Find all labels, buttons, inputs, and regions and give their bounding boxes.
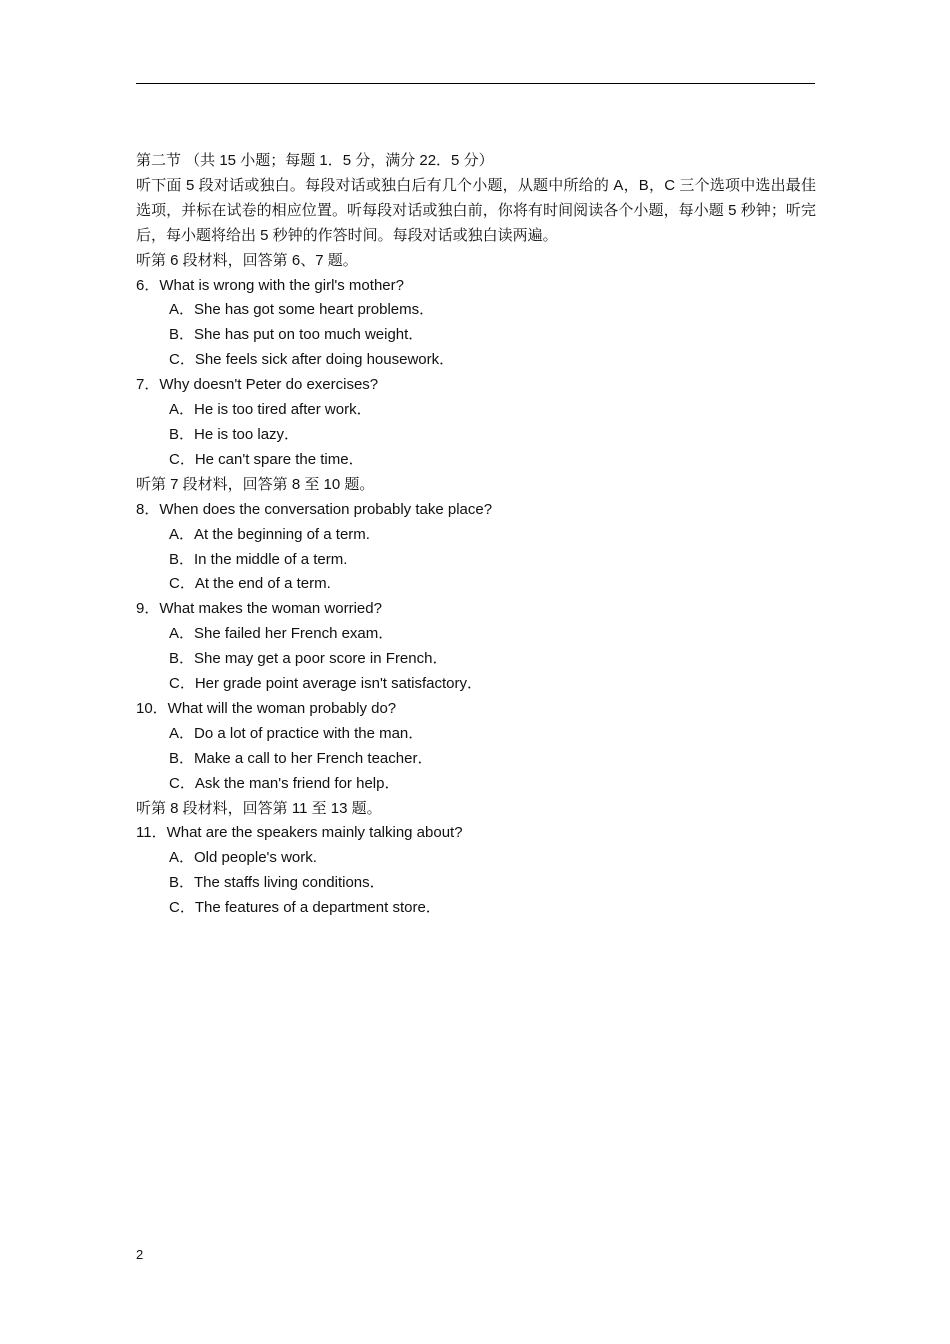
question-10: 10．What will the woman probably do? bbox=[136, 699, 397, 717]
page-number: 2 bbox=[136, 1247, 144, 1262]
option-6b: B．She has put on too much weight． bbox=[169, 326, 424, 344]
option-6a: A．She has got some heart problems． bbox=[169, 301, 435, 319]
question-7: 7．Why doesn't Peter do exercises? bbox=[136, 376, 379, 394]
question-8: 8．When does the conversation probably take place? bbox=[136, 500, 493, 518]
question-6: 6．What is wrong with the girl's mother? bbox=[136, 276, 404, 294]
option-7b: B．He is too lazy． bbox=[169, 425, 300, 443]
question-11: 11．What are the speakers mainly talking about? bbox=[136, 824, 463, 842]
option-11b: B．The staffs living conditions． bbox=[169, 874, 385, 892]
section-instructions: 听下面 5 段对话或独白。每段对话或独白后有几个小题，从题中所给的 A，B，C 三个选项中选出最佳选项，并标在试卷的相应位置。听每段对话或独白前，你将有时间阅读各个小题，每小题 5 秒钟；听完后，每小题将给出 5 秒钟的作答时间。每段对话或独白读两遍。 bbox=[136, 176, 816, 244]
option-10b: B．Make a call to her French teacher． bbox=[169, 749, 433, 767]
option-9c: C．Her grade point average isn't satisfactory． bbox=[169, 675, 483, 693]
option-7a: A．He is too tired after work． bbox=[169, 401, 372, 419]
option-10c: C．Ask the man's friend for help． bbox=[169, 774, 400, 792]
option-9b: B．She may get a poor score in French． bbox=[169, 650, 448, 668]
option-6c: C．She feels sick after doing housework． bbox=[169, 351, 455, 369]
option-8a: A．At the beginning of a term. bbox=[169, 525, 370, 543]
option-10a: A．Do a lot of practice with the man． bbox=[169, 724, 424, 742]
group-label: 听第 6 段材料，回答第 6、7 题。 bbox=[136, 251, 358, 269]
group-label: 听第 7 段材料，回答第 8 至 10 题。 bbox=[136, 475, 375, 493]
option-11a: A．Old people's work. bbox=[169, 849, 317, 867]
option-9a: A．She failed her French exam． bbox=[169, 625, 394, 643]
section-heading: 第二节 （共 15 小题；每题 1．5 分，满分 22．5 分） bbox=[136, 152, 494, 169]
option-8c: C．At the end of a term. bbox=[169, 575, 331, 593]
option-11c: C．The features of a department store． bbox=[169, 899, 441, 917]
header-rule bbox=[136, 83, 815, 84]
listening-section bbox=[136, 149, 816, 921]
question-9: 9．What makes the woman worried? bbox=[136, 600, 382, 618]
option-7c: C．He can't spare the time． bbox=[169, 450, 364, 468]
group-label: 听第 8 段材料，回答第 11 至 13 题。 bbox=[136, 799, 382, 817]
option-8b: B．In the middle of a term. bbox=[169, 550, 348, 568]
